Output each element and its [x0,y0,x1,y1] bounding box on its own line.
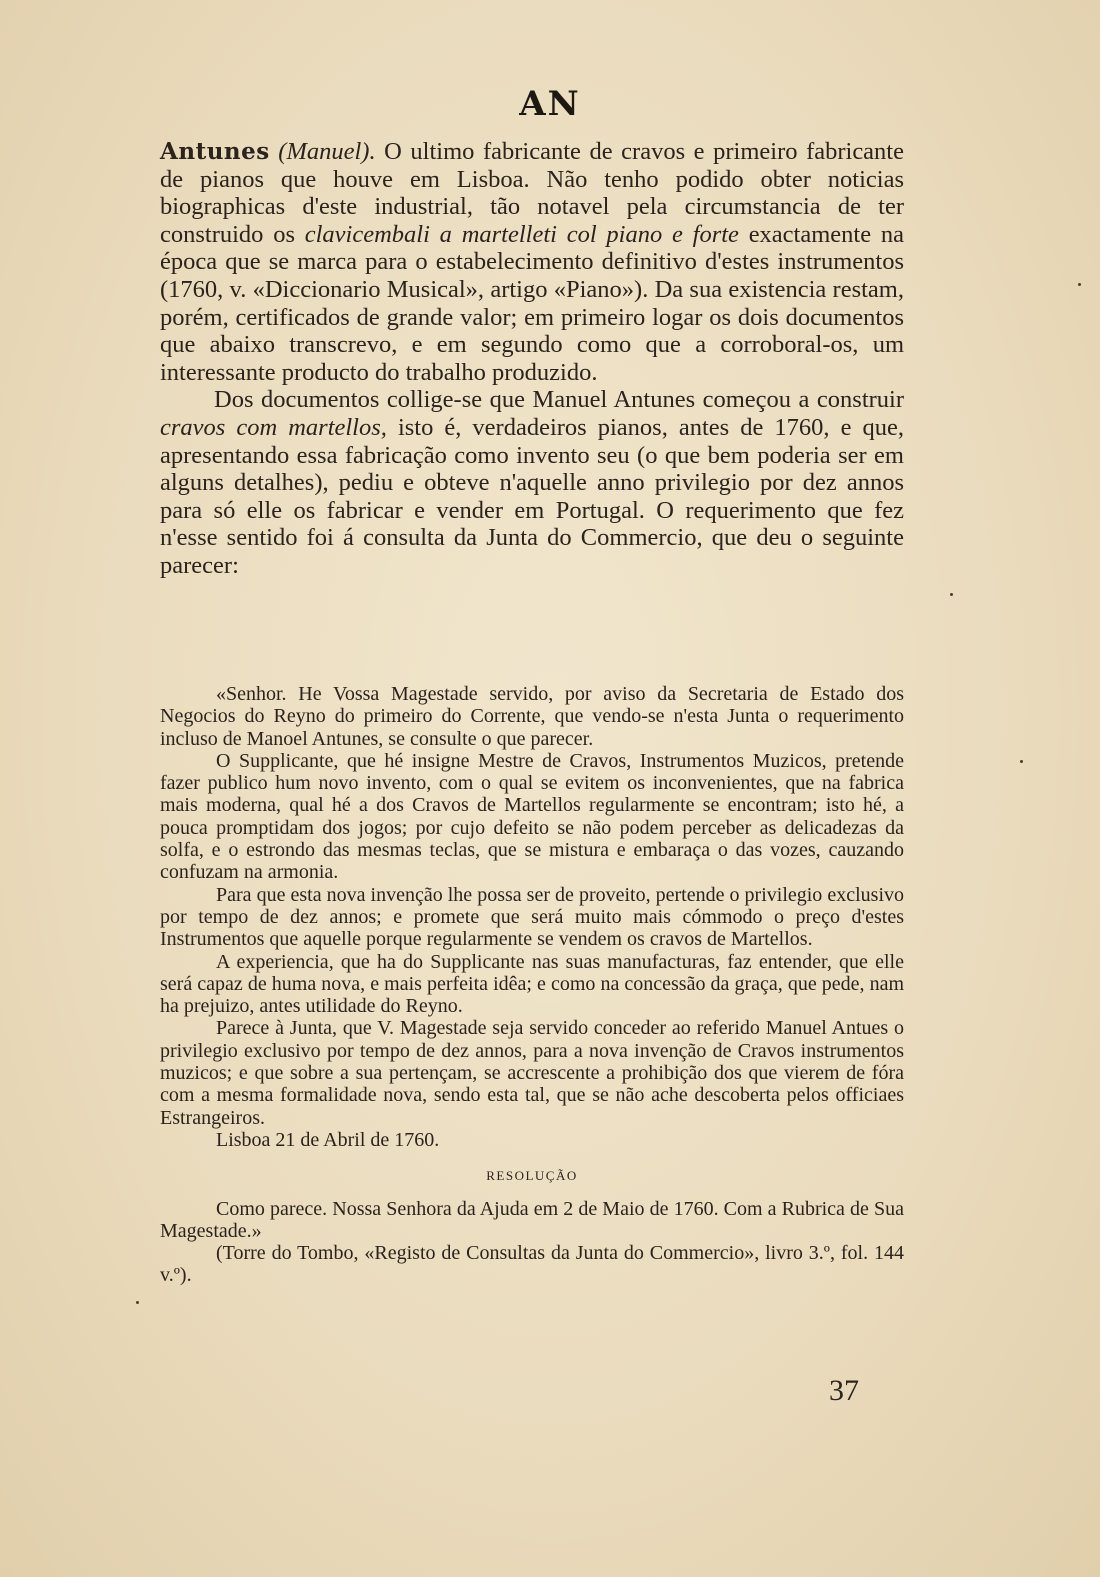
entry-name: (Manuel). [278,138,376,165]
entry-paragraph-1 [160,138,904,386]
paper-speck [1020,760,1023,763]
quote-date-line: Lisboa 21 de Abril de 1760. [216,1128,440,1151]
paper-speck [1078,283,1081,286]
resolucao-heading: RESOLUÇÃO [486,1168,578,1184]
source-citation: (Torre do Tombo, «Registo de Consultas da Junta do Commercio», livro 3.º, fol. 144 v.º). [160,1242,904,1287]
quoted-document [160,683,904,1287]
entry-italic-term: clavicembali a martelleti col piano e forte [304,220,739,248]
entry-paragraph-2 [160,386,904,579]
paper-speck [950,593,953,596]
quote-paragraph: O Supplicante, que hé insigne Mestre de Cravos, Instrumentos Muzicos, pretende fazer publico hum novo invento, com o qual se evitem os inconvenientes, que na fabrica mais moderna, qual hé a dos Cravos de Martellos regularmente se encontram; isto hé, a pouca promptidam dos jogos; por cujo defeito se não podem perceber as delicadezas da solfa, e o estrondo das mesmas teclas, que se mistura e embaraça o das vozes, cauzando confuzam na armonia. [160,749,904,884]
running-head: AN [519,84,581,124]
entry-text: exactamente na época que se marca para o estabelecimento definitivo d'estes instrumentos (1760, v. «Diccionario Musical», artigo «Piano»). Da sua existencia restam, porém, certificados de grande valor; em primeiro logar os dois documentos que abaixo transcrevo, e em segundo como que a corroboral-os, um interessante producto do trabalho produzido. [160,220,904,386]
entry-text: O ultimo fabricante de cravos e primeiro fabricante de pianos que houve em Lisboa. Não tenho podido obter noticias biographicas d'este industrial, tão notavel pela circumstancia de ter construido os [160,138,904,248]
entry-body [160,138,904,580]
quote-paragraph: Parece à Junta, que V. Magestade seja servido conceder ao referido Manuel Antues o privilegio exclusivo por tempo de dez annos, para a nova invenção de Cravos instrumentos muzicos; e que sobre a sua pertençam, se accrescente a prohibição dos que vierem de fóra com a mesma formalidade nova, sendo esta tal, que se não ache descoberta pelos officiaes Estrangeiros. [160,1017,904,1129]
entry-text: Dos documentos collige-se que Manuel Antunes começou a construir [214,386,904,414]
entry-text: isto é, verdadeiros pianos, antes de 1760, e que, apresentando essa fabricação como invento seu (o que bem poderia ser em alguns detalhes), pediu e obteve n'aquelle anno privilegio por dez annos para só elle os fabricar e vender em Portugal. O requerimento que fez n'esse sentido foi á consulta da Junta do Commercio, que deu o seguinte parecer: [160,413,904,579]
quote-paragraph: «Senhor. He Vossa Magestade servido, por aviso da Secretaria de Estado dos Negocios do Reyno do primeiro do Corrente, que vendo-se n'esta Junta o requerimento incluso de Manoel Antunes, se consulte o que parecer. [160,683,904,750]
quote-paragraph: A experiencia, que ha do Supplicante nas suas manufacturas, faz entender, que elle será capaz de huma nova, e mais perfeita idêa; e como na concessão da graça, que pede, nam ha prejuizo, antes utilidade do Reyno. [160,950,904,1018]
entry-italic-term: cravos com martellos, [160,413,387,441]
resolucao-text: Como parece. Nossa Senhora da Ajuda em 2 de Maio de 1760. Com a Rubrica de Sua Magestade.» [160,1197,904,1242]
quote-paragraph: Para que esta nova invenção lhe possa ser de proveito, pertende o privilegio exclusivo por tempo de dez annos; e promete que será muito mais cómmodo o preço d'estes Instrumentos que aquelle porque regularmente se vendem os cravos de Martellos. [160,883,904,951]
paper-speck [136,1301,139,1304]
page-number: 37 [829,1374,859,1407]
entry-headword: Antunes [160,138,270,165]
